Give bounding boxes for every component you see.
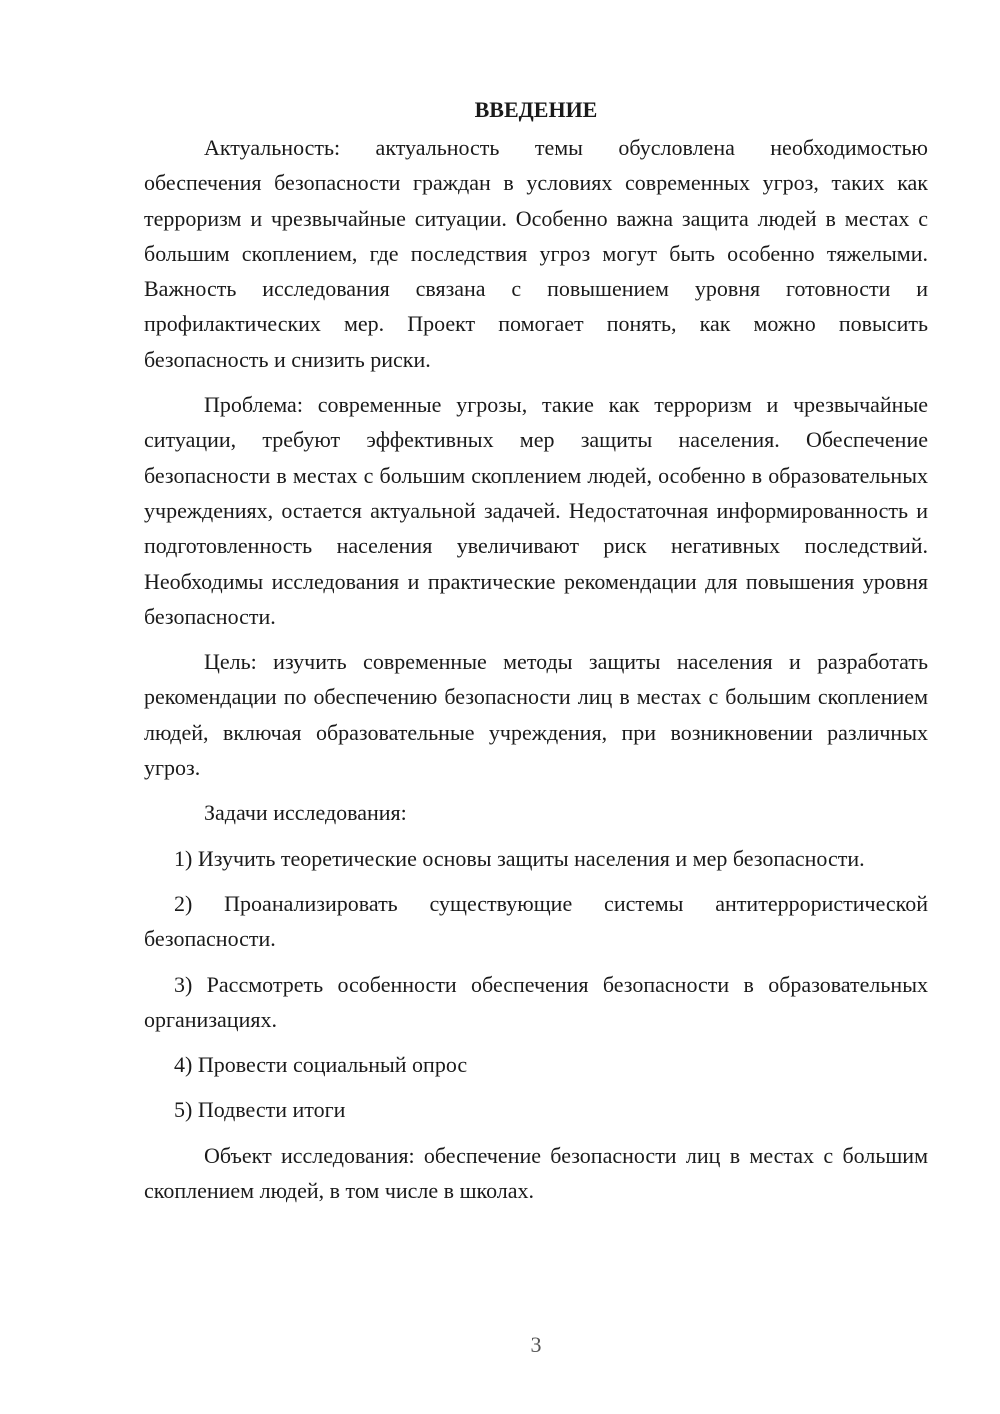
task-item-3: 3) Рассмотреть особенности обеспечения безопасности в образовательных организациях. xyxy=(144,971,928,1032)
task-item-1: 1) Изучить теоретические основы защиты населения и мер безопасности. xyxy=(174,845,865,871)
task-item-2: 2) Проанализировать существующие системы антитеррористической безопасности. xyxy=(144,890,928,952)
problem-paragraph: Проблема: современные угрозы, такие как терроризм и чрезвычайные ситуации, требуют эффективных мер защиты населения. Обеспечение безопасности в местах с большим скоплением людей, особенно в образовательных учреждениях, остается актуальной задачей. Недостаточная информированность и подготовленность населения увеличивают риск негативных последствий. Необходимы исследования и практические рекомендации для повышения уровня безопасности. xyxy=(144,392,928,629)
goal-paragraph: Цель: изучить современные методы защиты населения и разработать рекомендации по обеспечению безопасности лиц в местах с большим скоплением людей, включая образовательные учреждения, при возникновении различных угроз. xyxy=(144,649,928,781)
section-heading: ВВЕДЕНИЕ xyxy=(474,97,598,122)
tasks-label: Задачи исследования: xyxy=(204,800,407,826)
page-number: 3 xyxy=(530,1332,542,1357)
task-item-4: 4) Провести социальный опрос xyxy=(174,1052,468,1078)
task-item-5: 5) Подвести итоги xyxy=(174,1097,346,1123)
document-page xyxy=(144,92,928,1218)
relevance-paragraph: Актуальность: актуальность темы обусловлена необходимостью обеспечения безопасности граждан в условиях современных угроз, таких как терроризм и чрезвычайные ситуации. Особенно важна защита людей в местах с большим скоплением, где последствия угроз могут быть особенно тяжелыми. Важность исследования связана с повышением уровня готовности и профилактических мер. Проект помогает понять, как можно повысить безопасность и снизить риски. xyxy=(144,135,928,372)
object-paragraph: Объект исследования: обеспечение безопасности лиц в местах с большим скоплением людей, в том числе в школах. xyxy=(144,1142,928,1204)
